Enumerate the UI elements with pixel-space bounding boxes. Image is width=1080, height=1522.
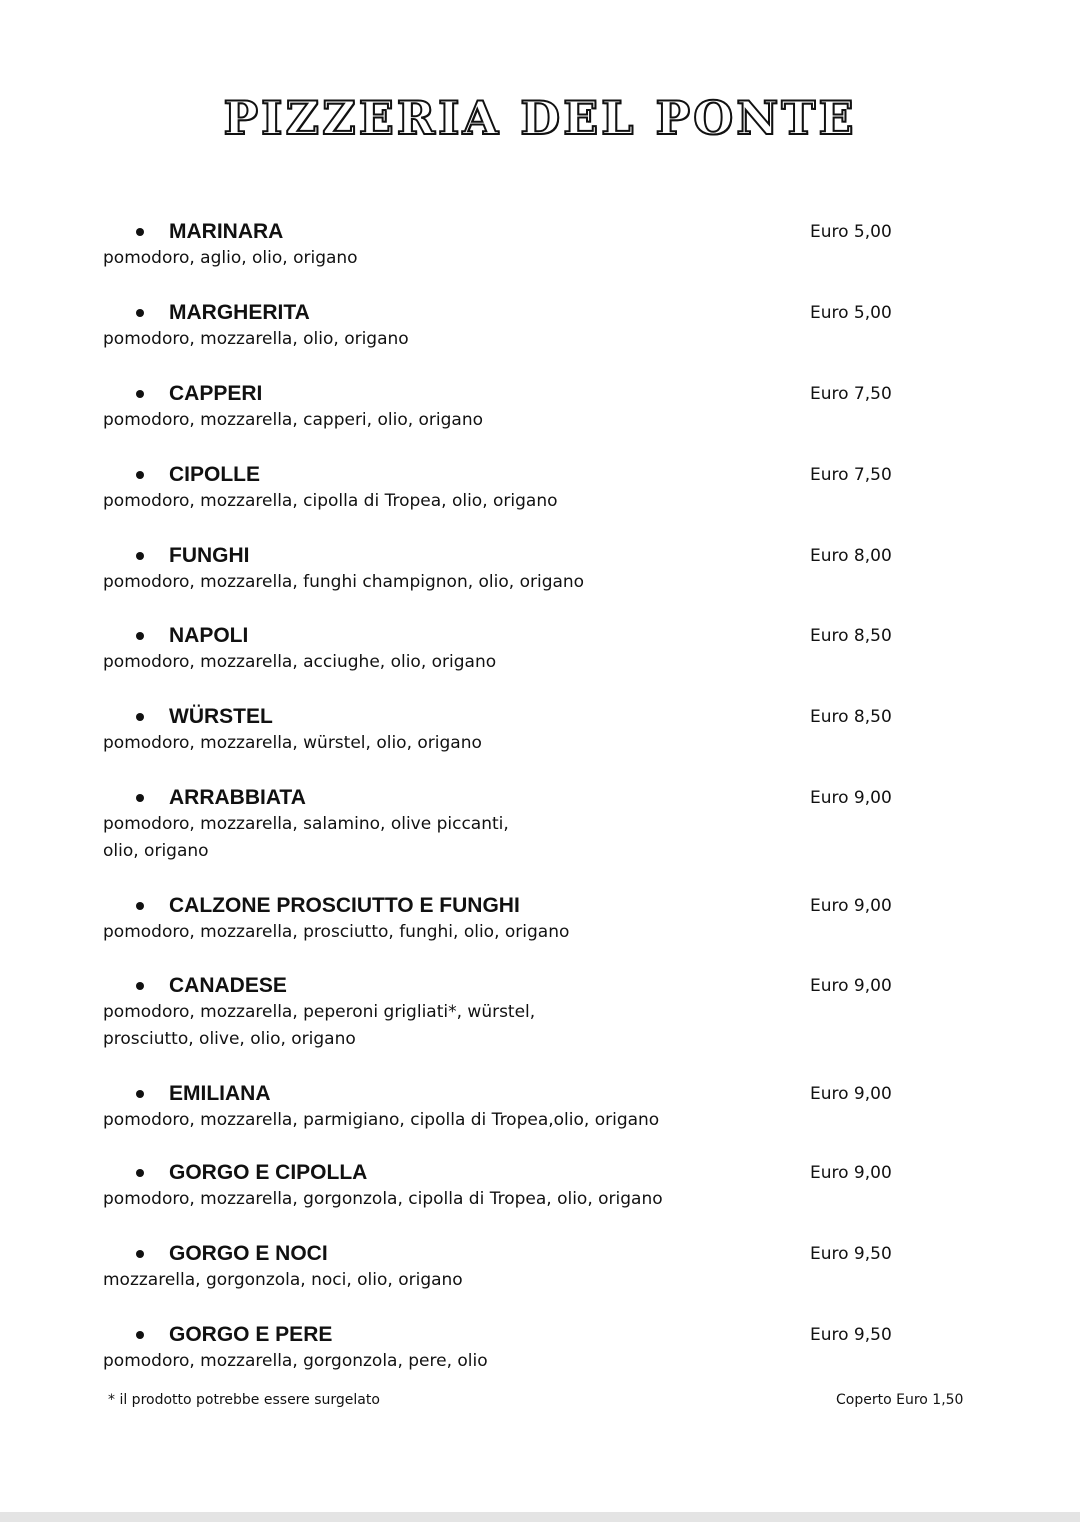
- bullet-icon: [136, 390, 144, 398]
- bullet-icon: [136, 982, 144, 990]
- ingredients-line: pomodoro, mozzarella, cipolla di Tropea, olio, origano: [103, 491, 558, 511]
- bullet-icon: [136, 552, 144, 560]
- menu-item-header: [0, 1240, 1080, 1268]
- ingredients-line: pomodoro, mozzarella, funghi champignon, olio, origano: [103, 572, 585, 592]
- pizza-price: Euro 9,50: [810, 1325, 892, 1345]
- pizza-name: CAPPERI: [169, 382, 263, 405]
- pizza-price: Euro 7,50: [810, 384, 892, 404]
- menu-item: [0, 1321, 1080, 1371]
- menu-item-header: [0, 299, 1080, 327]
- pizza-price: Euro 9,00: [810, 1084, 892, 1104]
- menu-item: [0, 1159, 1080, 1209]
- ingredients-line: pomodoro, mozzarella, würstel, olio, origano: [103, 733, 482, 753]
- ingredients-line: pomodoro, mozzarella, salamino, olive piccanti,: [103, 814, 509, 834]
- pizza-ingredients: [103, 919, 743, 946]
- pizza-ingredients: [103, 1267, 743, 1294]
- ingredients-line: olio, origano: [103, 841, 209, 861]
- menu-item: [0, 1080, 1080, 1130]
- pizza-ingredients: [103, 1107, 743, 1134]
- pizza-price: Euro 9,50: [810, 1244, 892, 1264]
- pizza-name: WÜRSTEL: [169, 705, 273, 728]
- pizza-price: Euro 5,00: [810, 303, 892, 323]
- bullet-icon: [136, 309, 144, 317]
- menu-item: [0, 892, 1080, 942]
- pizza-ingredients: [103, 407, 743, 434]
- menu-item-header: [0, 461, 1080, 489]
- bullet-icon: [136, 471, 144, 479]
- menu-item: [0, 703, 1080, 753]
- pizza-name: NAPOLI: [169, 624, 249, 647]
- pizza-price: Euro 8,50: [810, 707, 892, 727]
- menu-item: [0, 784, 1080, 861]
- ingredients-line: pomodoro, mozzarella, acciughe, olio, origano: [103, 652, 497, 672]
- pizza-name: EMILIANA: [169, 1082, 271, 1105]
- menu-item-header: [0, 703, 1080, 731]
- pizza-price: Euro 8,00: [810, 546, 892, 566]
- ingredients-line: pomodoro, mozzarella, olio, origano: [103, 329, 409, 349]
- pizza-ingredients: [103, 245, 743, 272]
- cover-charge: Coperto Euro 1,50: [836, 1392, 964, 1408]
- bullet-icon: [136, 228, 144, 236]
- bullet-icon: [136, 632, 144, 640]
- menu-item: [0, 380, 1080, 430]
- pizza-price: Euro 9,00: [810, 1163, 892, 1183]
- pizza-ingredients: [103, 1186, 743, 1213]
- menu-item-header: [0, 218, 1080, 246]
- pizza-price: Euro 5,00: [810, 222, 892, 242]
- menu-item-header: [0, 622, 1080, 650]
- pizza-name: GORGO E PERE: [169, 1323, 333, 1346]
- menu-item-header: [0, 972, 1080, 1000]
- pizza-name: CIPOLLE: [169, 463, 261, 486]
- pizza-name: GORGO E NOCI: [169, 1242, 328, 1265]
- bullet-icon: [136, 794, 144, 802]
- pizza-ingredients: [103, 811, 743, 865]
- bullet-icon: [136, 713, 144, 721]
- pizza-price: Euro 9,00: [810, 896, 892, 916]
- ingredients-line: pomodoro, mozzarella, prosciutto, funghi, olio, origano: [103, 922, 570, 942]
- bullet-icon: [136, 1331, 144, 1339]
- menu-item: [0, 972, 1080, 1049]
- menu-item-header: [0, 1080, 1080, 1108]
- pizza-name: GORGO E CIPOLLA: [169, 1161, 368, 1184]
- menu-item: [0, 218, 1080, 268]
- menu-item-header: [0, 1159, 1080, 1187]
- pizza-ingredients: [103, 999, 743, 1053]
- menu-item: [0, 542, 1080, 592]
- pizza-price: Euro 9,00: [810, 788, 892, 808]
- pizza-name: ARRABBIATA: [169, 786, 306, 809]
- menu-item: [0, 461, 1080, 511]
- pizza-ingredients: [103, 730, 743, 757]
- pizza-name: CANADESE: [169, 974, 287, 997]
- ingredients-line: pomodoro, mozzarella, gorgonzola, cipolla di Tropea, olio, origano: [103, 1189, 663, 1209]
- pizza-ingredients: [103, 649, 743, 676]
- pizza-name: MARINARA: [169, 220, 284, 243]
- pizza-name: CALZONE PROSCIUTTO E FUNGHI: [169, 894, 520, 917]
- pizza-price: Euro 7,50: [810, 465, 892, 485]
- menu-item-header: [0, 1321, 1080, 1349]
- menu-item: [0, 299, 1080, 349]
- page-title: PIZZERIA DEL PONTE: [223, 91, 857, 145]
- page-bottom-edge: [0, 1512, 1080, 1522]
- pizza-name: FUNGHI: [169, 544, 250, 567]
- pizza-ingredients: [103, 1348, 743, 1375]
- bullet-icon: [136, 902, 144, 910]
- pizza-name: MARGHERITA: [169, 301, 310, 324]
- ingredients-line: prosciutto, olive, olio, origano: [103, 1029, 356, 1049]
- pizza-ingredients: [103, 569, 743, 596]
- pizza-ingredients: [103, 326, 743, 353]
- menu-item-header: [0, 784, 1080, 812]
- pizza-price: Euro 8,50: [810, 626, 892, 646]
- bullet-icon: [136, 1250, 144, 1258]
- ingredients-line: mozzarella, gorgonzola, noci, olio, origano: [103, 1270, 463, 1290]
- ingredients-line: pomodoro, mozzarella, gorgonzola, pere, olio: [103, 1351, 488, 1371]
- ingredients-line: pomodoro, aglio, olio, origano: [103, 248, 358, 268]
- pizza-ingredients: [103, 488, 743, 515]
- ingredients-line: pomodoro, mozzarella, parmigiano, cipolla di Tropea,olio, origano: [103, 1110, 660, 1130]
- ingredients-line: pomodoro, mozzarella, peperoni grigliati*, würstel,: [103, 1002, 536, 1022]
- menu-item: [0, 1240, 1080, 1290]
- menu-item: [0, 622, 1080, 672]
- menu-item-header: [0, 892, 1080, 920]
- ingredients-line: pomodoro, mozzarella, capperi, olio, origano: [103, 410, 484, 430]
- bullet-icon: [136, 1169, 144, 1177]
- menu-item-header: [0, 542, 1080, 570]
- pizza-price: Euro 9,00: [810, 976, 892, 996]
- menu-item-header: [0, 380, 1080, 408]
- bullet-icon: [136, 1090, 144, 1098]
- frozen-footnote: * il prodotto potrebbe essere surgelato: [108, 1392, 380, 1408]
